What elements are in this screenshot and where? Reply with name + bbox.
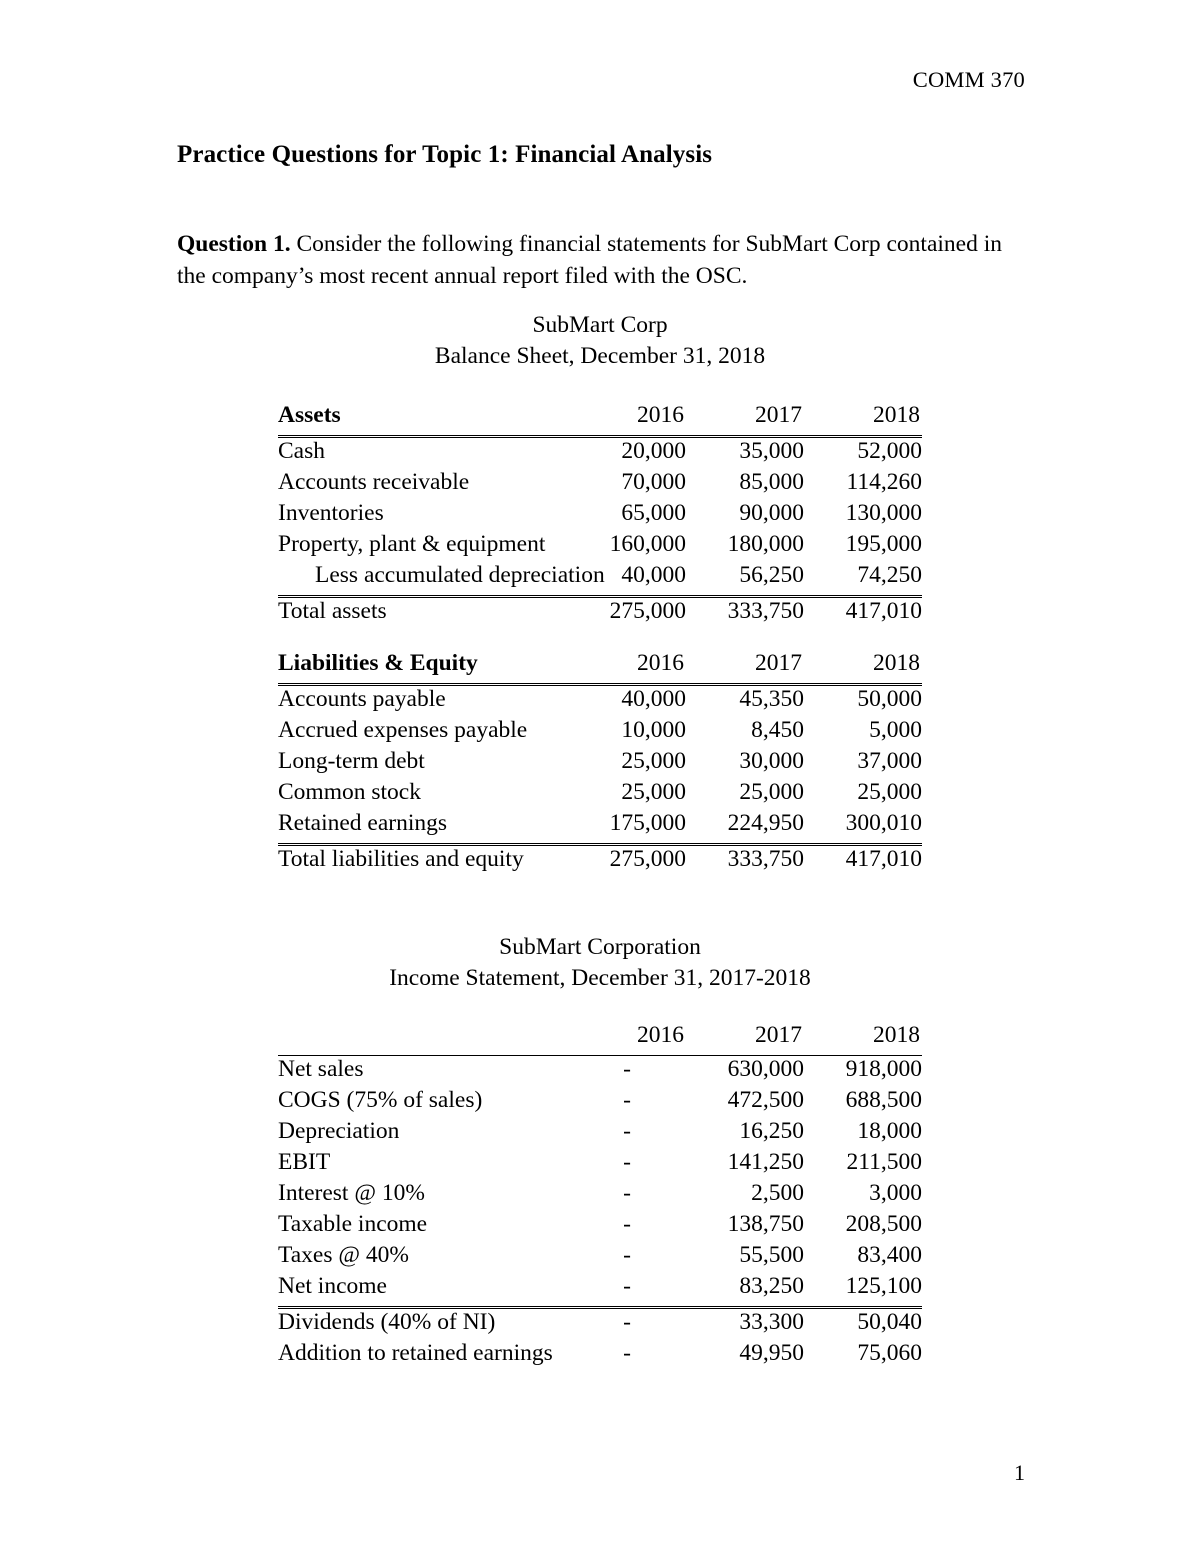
income-col-2016: 2016 [568,1022,686,1056]
assets-table-header-row [278,402,922,437]
table-row [278,1273,922,1308]
row-value-2017: 35,000 [739,438,804,464]
row-value-2016: - [623,1180,631,1206]
total-value-2017: 333,750 [727,846,804,872]
table-row [278,1180,922,1211]
row-value-2016: 65,000 [621,500,686,526]
total-value-2016: 275,000 [609,598,686,624]
row-value-2018: 18,000 [857,1118,922,1144]
row-value-2016: 20,000 [621,438,686,464]
balance-sheet-company: SubMart Corp [532,312,668,338]
row-label: Common stock [278,779,421,805]
row-value-2016: 25,000 [621,748,686,774]
row-label: COGS (75% of sales) [278,1087,483,1113]
row-value-2017: 30,000 [739,748,804,774]
assets-table [278,402,922,629]
row-value-2016: 175,000 [568,810,686,845]
income-header-label [278,1022,568,1056]
table-row [278,1149,922,1180]
row-value-2016: - [623,1087,631,1113]
assets-header-label: Assets [278,402,568,437]
assets-total-row [278,597,922,630]
row-value-2018: 52,000 [857,438,922,464]
row-value-2018: 5,000 [869,717,922,743]
row-value-2016: - [623,1056,631,1082]
table-row [278,1087,922,1118]
row-value-2017: 56,250 [686,562,804,597]
table-row [278,437,922,470]
row-label: Dividends (40% of NI) [278,1309,496,1335]
row-value-2016: 160,000 [609,531,686,557]
table-row [278,531,922,562]
row-label: Property, plant & equipment [278,531,546,557]
income-table-header-row [278,1022,922,1056]
row-value-2017: 25,000 [739,779,804,805]
row-value-2016: - [623,1309,631,1335]
total-label: Total assets [278,598,387,624]
income-statement-table [278,1022,922,1371]
row-value-2017: 138,750 [727,1211,804,1237]
row-label: Net sales [278,1056,364,1082]
table-row [278,1211,922,1242]
row-value-2016: 25,000 [621,779,686,805]
row-value-2018: 125,100 [804,1273,922,1308]
row-value-2017: 90,000 [739,500,804,526]
income-statement-company: SubMart Corporation [499,934,701,960]
running-head-course-code: COMM 370 [912,67,1025,92]
table-row [278,562,922,597]
row-label: Less accumulated depreciation [278,562,568,597]
row-value-2016: 40,000 [568,562,686,597]
assets-col-2016: 2016 [568,402,686,437]
row-value-2018: 50,040 [857,1309,922,1335]
income-col-2018: 2018 [804,1022,922,1056]
row-value-2017: 16,250 [739,1118,804,1144]
total-value-2017: 333,750 [727,598,804,624]
row-value-2018: 74,250 [804,562,922,597]
row-value-2017: 472,500 [727,1087,804,1113]
question-body: Consider the following financial statements for SubMart Corp contained in the company’s most recent annual report filed with the OSC. [177,231,1002,289]
row-value-2016: 40,000 [621,686,686,712]
liabilities-header-label: Liabilities & Equity [278,650,568,685]
row-value-2018: 688,500 [845,1087,922,1113]
row-value-2018: 83,400 [857,1242,922,1268]
row-value-2016: - [623,1340,631,1366]
table-row [278,779,922,810]
row-label: Inventories [278,500,384,526]
row-value-2018: 130,000 [845,500,922,526]
row-label: Long-term debt [278,748,425,774]
row-value-2016: - [623,1211,631,1237]
table-row [278,1340,922,1371]
table-row [278,1242,922,1273]
row-label: Cash [278,438,325,464]
row-label: Depreciation [278,1118,400,1144]
liabilities-total-row [278,845,922,878]
row-label: Interest @ 10% [278,1180,425,1206]
row-value-2018: 208,500 [845,1211,922,1237]
table-row [278,717,922,748]
row-value-2018: 75,060 [857,1340,922,1366]
row-label: Accrued expenses payable [278,717,528,743]
row-label: Retained earnings [278,810,568,845]
liabilities-equity-table [278,650,922,877]
row-value-2018: 37,000 [857,748,922,774]
row-value-2017: 224,950 [686,810,804,845]
total-value-2018: 417,010 [845,846,922,872]
row-value-2017: 141,250 [727,1149,804,1175]
row-value-2018: 195,000 [845,531,922,557]
row-value-2018: 3,000 [869,1180,922,1206]
row-value-2017: 83,250 [686,1273,804,1308]
row-value-2016: - [623,1242,631,1268]
liabilities-col-2017: 2017 [686,650,804,685]
row-label: Accounts receivable [278,469,470,495]
row-label: Addition to retained earnings [278,1340,553,1366]
question-paragraph [177,228,1032,292]
table-row [278,500,922,531]
row-value-2017: 55,500 [739,1242,804,1268]
table-row [278,469,922,500]
row-value-2017: 2,500 [751,1180,804,1206]
row-value-2016: 70,000 [621,469,686,495]
row-value-2016: 10,000 [621,717,686,743]
row-value-2018: 300,010 [804,810,922,845]
assets-col-2018: 2018 [804,402,922,437]
row-label: Net income [278,1273,568,1308]
total-value-2016: 275,000 [609,846,686,872]
row-value-2017: 180,000 [727,531,804,557]
income-statement-statement-line: Income Statement, December 31, 2017-2018 [389,965,811,991]
page-number: 1 [1014,1460,1025,1485]
row-value-2017: 8,450 [751,717,804,743]
table-row [278,1308,922,1341]
question-label: Question 1. [177,231,291,257]
row-value-2016: - [568,1273,686,1308]
row-value-2016: - [623,1118,631,1144]
liabilities-table-header-row [278,650,922,685]
row-label: EBIT [278,1149,331,1175]
balance-sheet-heading [278,310,922,372]
row-value-2018: 211,500 [846,1149,922,1175]
row-label: Accounts payable [278,686,446,712]
assets-col-2017: 2017 [686,402,804,437]
row-label: Taxes @ 40% [278,1242,409,1268]
table-row [278,1118,922,1149]
table-row [278,1056,922,1088]
row-value-2018: 918,000 [845,1056,922,1082]
row-value-2018: 50,000 [857,686,922,712]
row-value-2017: 49,950 [739,1340,804,1366]
table-row [278,810,922,845]
income-col-2017: 2017 [686,1022,804,1056]
row-value-2016: - [623,1149,631,1175]
row-value-2018: 25,000 [857,779,922,805]
table-row [278,685,922,718]
total-label: Total liabilities and equity [278,846,524,872]
row-value-2018: 114,260 [846,469,922,495]
page-title: Practice Questions for Topic 1: Financial Analysis [177,141,713,168]
income-statement-heading [278,932,922,994]
row-label: Taxable income [278,1211,428,1237]
row-value-2017: 45,350 [739,686,804,712]
liabilities-col-2016: 2016 [568,650,686,685]
table-row [278,748,922,779]
row-value-2017: 630,000 [727,1056,804,1082]
row-value-2017: 33,300 [739,1309,804,1335]
row-value-2017: 85,000 [739,469,804,495]
balance-sheet-statement-line: Balance Sheet, December 31, 2018 [434,343,766,369]
total-value-2018: 417,010 [845,598,922,624]
liabilities-col-2018: 2018 [804,650,922,685]
